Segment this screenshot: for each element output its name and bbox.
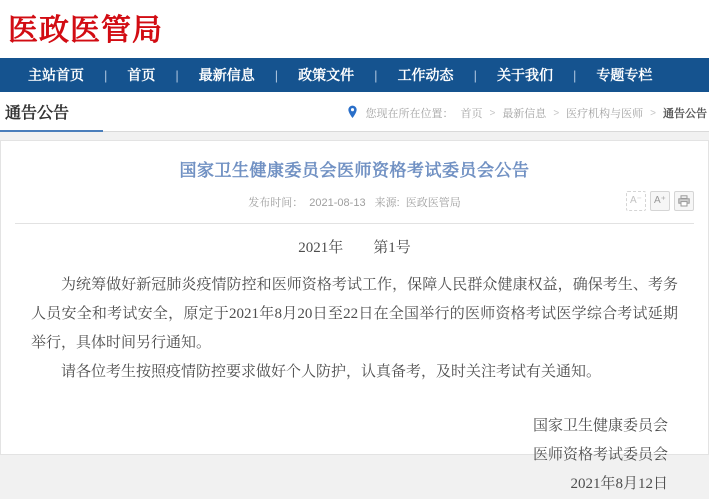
breadcrumb-separator: > xyxy=(489,107,496,119)
article-panel xyxy=(0,140,709,492)
breadcrumb-separator: > xyxy=(650,107,656,119)
font-decrease-button[interactable]: A⁻ xyxy=(626,191,646,211)
print-button[interactable] xyxy=(674,191,694,211)
breadcrumb-separator: > xyxy=(553,107,560,119)
article-paragraph: 为统筹做好新冠肺炎疫情防控和医师资格考试工作，保障人民群众健康权益，确保考生、考务人员安全和考试安全，原定于2021年8月20日至22日在全国举行的医师资格考试医学综合考试延期举行，具体时间另行通知。 xyxy=(31,277,678,351)
breadcrumb-bar xyxy=(0,92,709,132)
publish-time-value: 2021-08-13 xyxy=(309,197,366,209)
document-number: 2021年 第1号 xyxy=(298,240,411,256)
nav-separator: | xyxy=(572,67,577,83)
nav-separator: | xyxy=(374,67,378,83)
source-label: 来源: xyxy=(374,197,400,209)
article-body xyxy=(1,234,708,499)
nav-item-special-topics[interactable]: 专题专栏 xyxy=(596,67,653,83)
signature-date: 2021年8月12日 xyxy=(570,476,668,492)
article-meta-row xyxy=(1,194,708,214)
signature-block xyxy=(31,412,678,499)
signature-org-line: 医师资格考试委员会 xyxy=(532,447,668,463)
nav-item-home[interactable]: 首页 xyxy=(127,67,156,83)
nav-item-about-us[interactable]: 关于我们 xyxy=(496,67,553,83)
breadcrumb-item-home[interactable]: 首页 xyxy=(460,108,483,120)
nav-item-latest-news[interactable]: 最新信息 xyxy=(198,67,255,83)
nav-separator: | xyxy=(473,67,477,83)
nav-item-work-trends[interactable]: 工作动态 xyxy=(397,67,454,83)
font-increase-button[interactable]: A⁺ xyxy=(650,191,670,211)
main-nav xyxy=(0,58,709,92)
breadcrumb xyxy=(347,105,709,131)
nav-separator: | xyxy=(104,67,108,83)
nav-item-policy-documents[interactable]: 政策文件 xyxy=(298,67,355,83)
nav-separator: | xyxy=(274,67,279,83)
breadcrumb-item-latest-news[interactable]: 最新信息 xyxy=(502,108,547,120)
source-value: 医政医管局 xyxy=(405,197,461,209)
site-masthead xyxy=(0,0,709,58)
nav-item-main-home[interactable]: 主站首页 xyxy=(28,67,84,83)
publish-time-label: 发布时间： xyxy=(248,197,304,209)
article-title: 国家卫生健康委员会医师资格考试委员会公告 xyxy=(179,161,530,180)
location-pin-icon xyxy=(347,105,358,119)
section-title: 通告公告 xyxy=(0,100,103,132)
nav-separator: | xyxy=(175,67,179,83)
site-logo[interactable]: 医政医管局 xyxy=(8,14,163,47)
article-paragraph: 请各位考生按照疫情防控要求做好个人防护，认真备考，及时关注考试有关通知。 xyxy=(61,364,602,380)
breadcrumb-item-medical-institutions[interactable]: 医疗机构与医师 xyxy=(566,108,644,120)
article-toolbar xyxy=(626,191,694,211)
breadcrumb-item-current: 通告公告 xyxy=(663,108,707,120)
signature-org-line: 国家卫生健康委员会 xyxy=(532,418,668,434)
breadcrumb-prefix: 您现在所在位置： xyxy=(365,108,454,120)
print-icon xyxy=(678,195,690,207)
meta-divider xyxy=(15,223,694,224)
